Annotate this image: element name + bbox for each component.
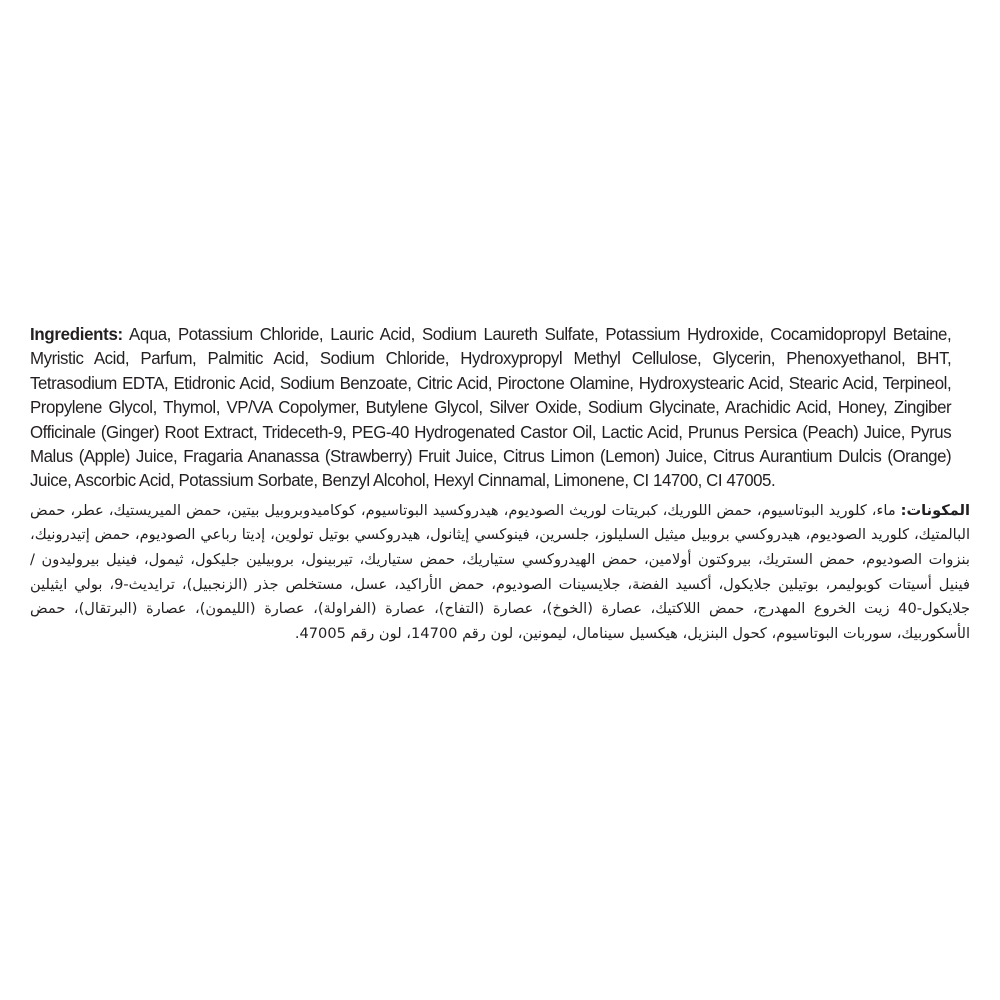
ingredients-list-arabic: ماء، كلوريد البوتاسيوم، حمض اللوريك، كبريتات لوريث الصوديوم، هيدروكسيد البوتاسيوم، كوكاميدوبروبيل بيتين، حمض الميريستيك، عطر، حمض البالمتيك، كلوريد الصوديوم، هيدروكسي بروبيل ميثيل السليلوز، جلسرين، فينوكسي إيثانول، هيدروكسي بوتيل تولوين، إديتا رباعي الصوديوم، حمض إتيدرونيك، بنزوات الصوديوم، حمض الستريك، بيروكتون أولامين، حمض الهيدروكسي ستياريك، حمض ستياريك، تيربينول، بروبيلين جليكول، ثيمول، فينيل بيروليدون / فينيل أسيتات كوبوليمر، بوتيلين جلايكول، أكسيد الفضة، جلايسينات الصوديوم، حمض الأراكيد، عسل، مستخلص جذر (الزنجبيل)، ترايديث-9، بولي ايثيلين جلايكول-40 زيت الخروع المهدرج، حمض اللاكتيك، عصارة (الخوخ)، عصارة (التفاح)، عصارة (الفراولة)، عصارة (الليمون)، عصارة (البرتقال)، حمض الأسكوربيك، سوربات البوتاسيوم، كحول البنزيل، هيكسيل سينامال، ليمونين، لون رقم 14700، لون رقم 47005. [30,501,971,642]
ingredients-heading-arabic: المكونات: [900,501,970,519]
ingredients-list-english: Aqua, Potassium Chloride, Lauric Acid, Sodium Laureth Sulfate, Potassium Hydroxide, Cocamidopropyl Betaine, Myristic Acid, Parfum, Palmitic Acid, Sodium Chloride, Hydroxypropyl Methyl Cellulose, Glycerin, Phenoxyethanol, BHT, Tetrasodium EDTA, Etidronic Acid, Sodium Benzoate, Citric Acid, Piroctone Olamine, Hydroxystearic Acid, Stearic Acid, Terpineol, Propylene Glycol, Thymol, VP/VA Copolymer, Butylene Glycol, Silver Oxide, Sodium Glycinate, Arachidic Acid, Honey, Zingiber Officinale (Ginger) Root Extract, Trideceth-9, PEG-40 Hydrogenated Castor Oil, Lactic Acid, Prunus Persica (Peach) Juice, Pyrus Malus (Apple) Juice, Fragaria Ananassa (Strawberry) Fruit Juice, Citrus Limon (Lemon) Juice, Citrus Aurantium Dulcis (Orange) Juice, Ascorbic Acid, Potassium Sorbate, Benzyl Alcohol, Hexyl Cinnamal, Limonene, CI 14700, CI 47005. [30,324,952,491]
ingredients-label [30,322,970,661]
ingredients-heading-english: Ingredients: [30,324,123,344]
ingredients-english [30,322,951,493]
ingredients-arabic [30,499,970,647]
